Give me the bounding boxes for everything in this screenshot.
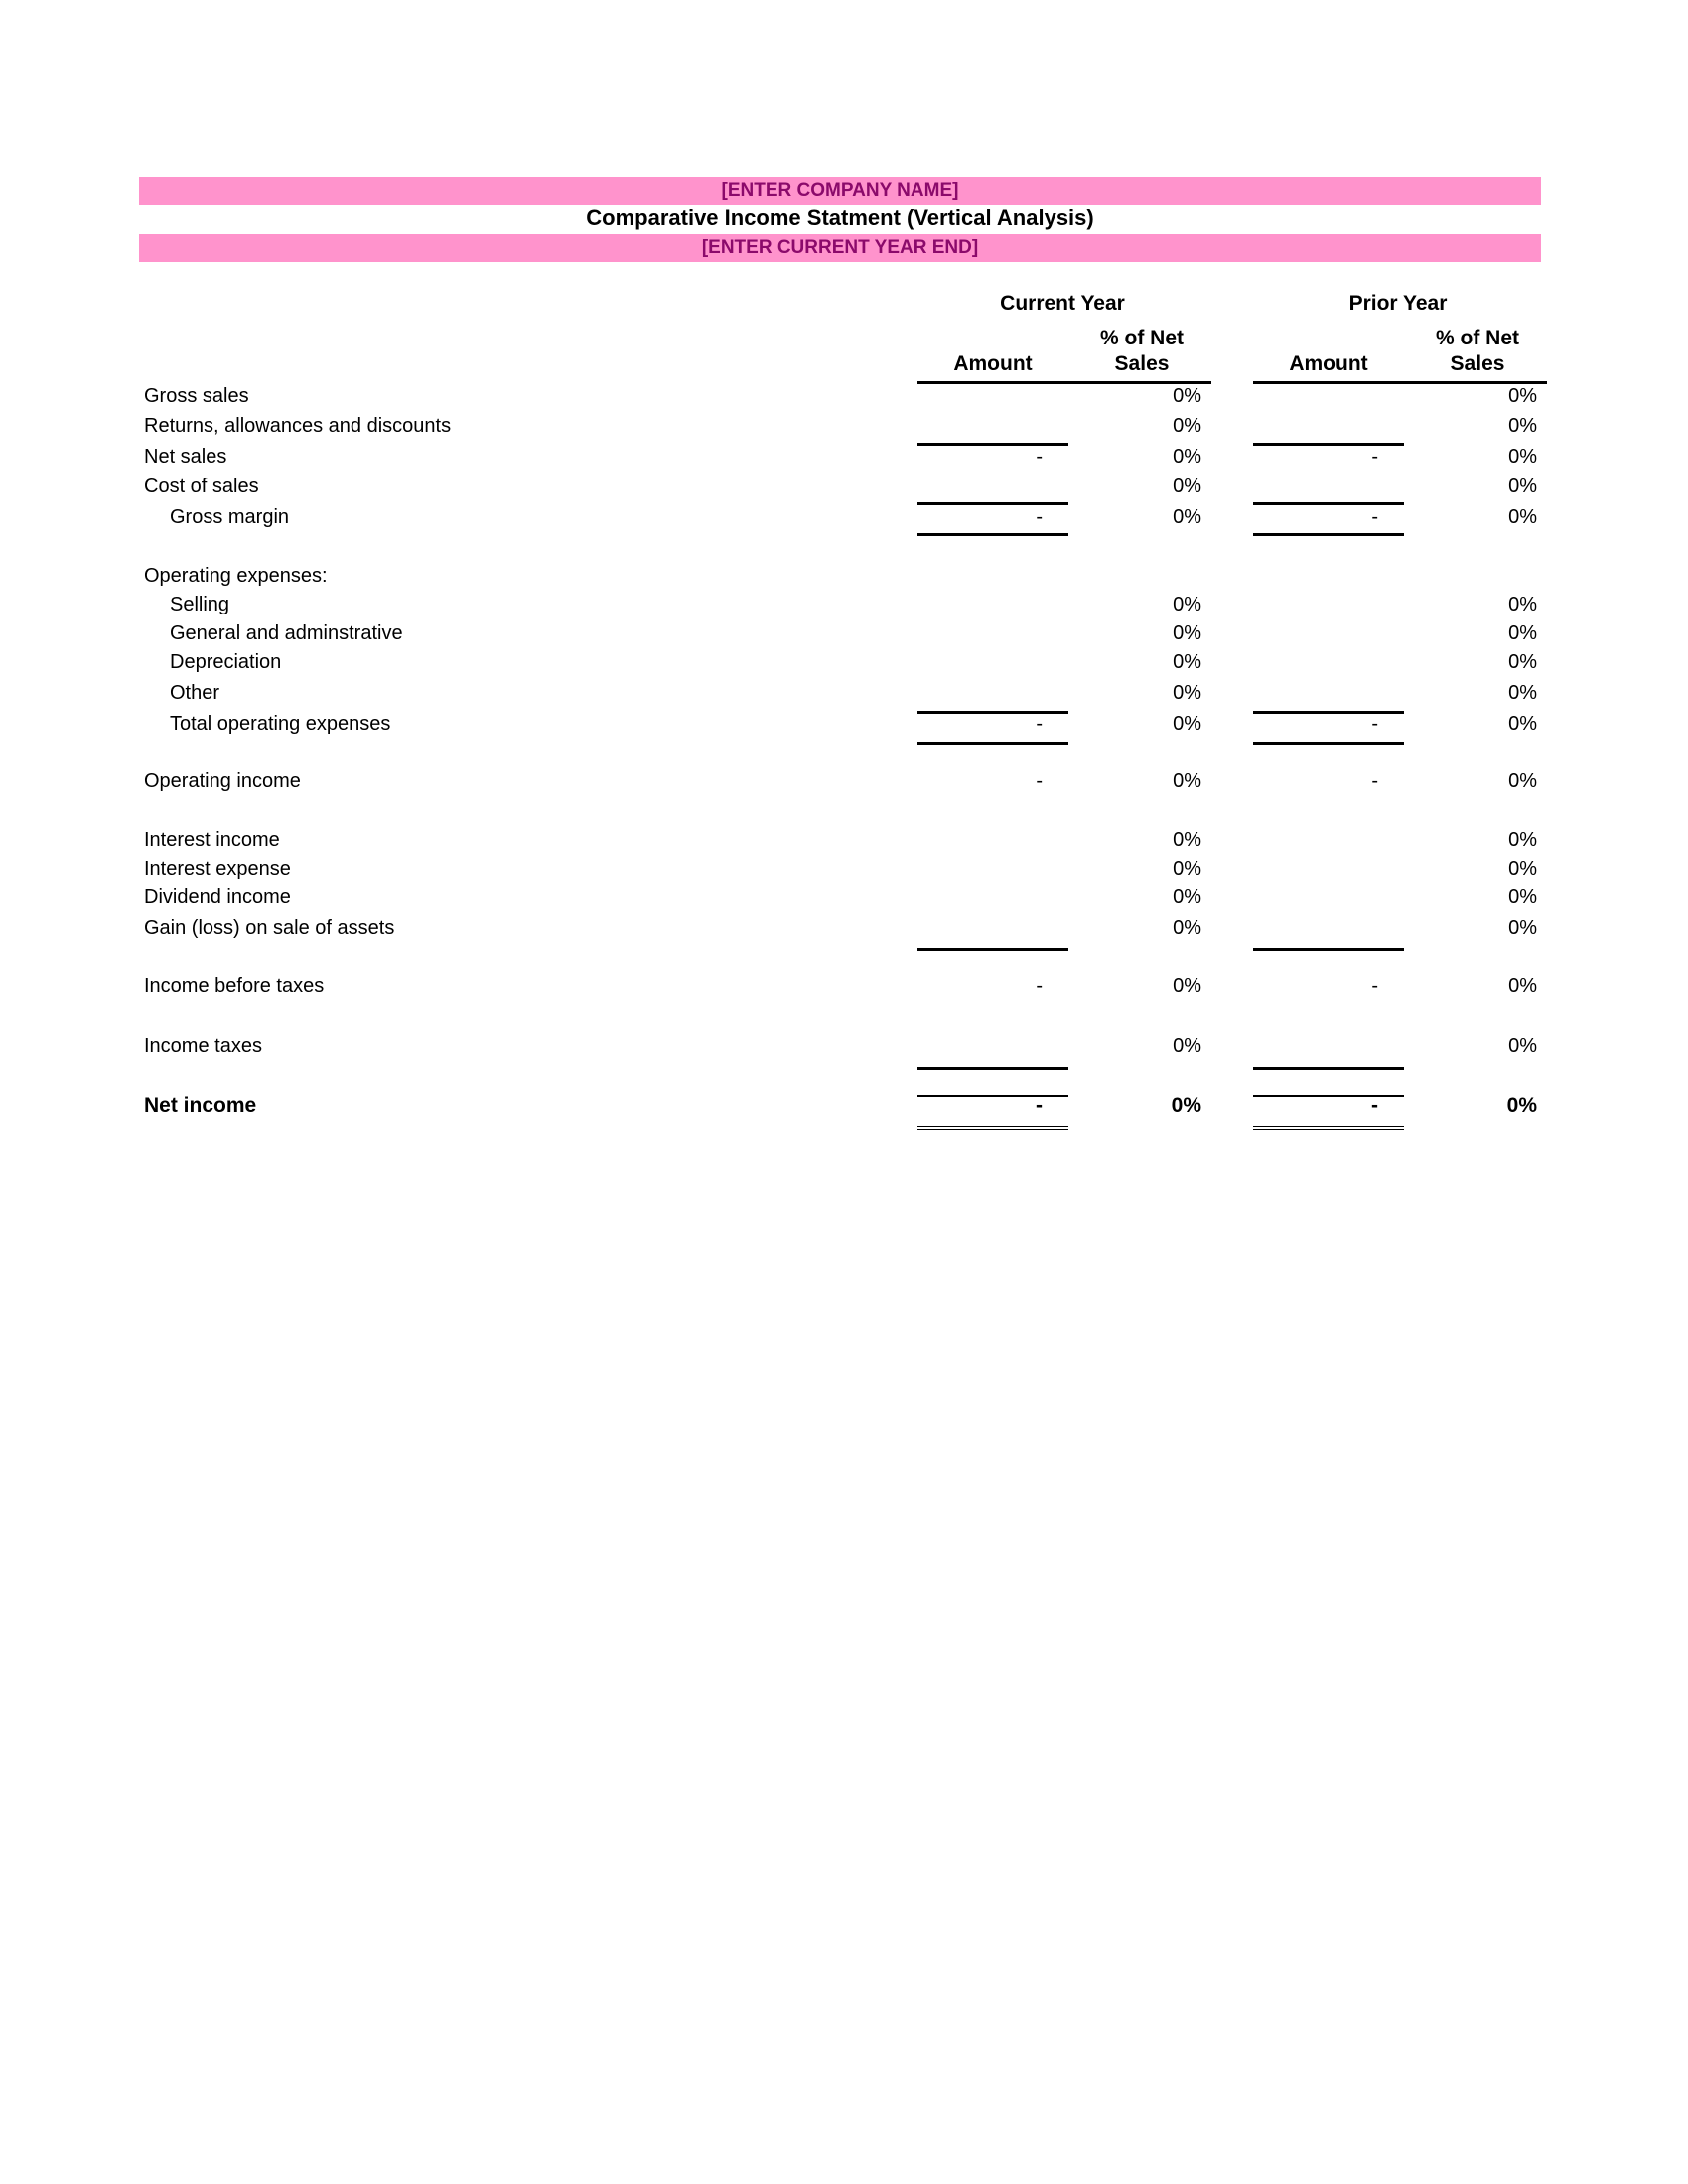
current-amount-cell: - bbox=[1036, 975, 1043, 997]
prior-pct-cell: 0% bbox=[1508, 446, 1537, 468]
row-label: Gross sales bbox=[144, 385, 249, 407]
amount-total-rule bbox=[917, 948, 1068, 951]
prior-amount-cell: - bbox=[1371, 1094, 1378, 1117]
row-label: Net income bbox=[144, 1094, 257, 1117]
current-pct-cell: 0% bbox=[1173, 506, 1201, 528]
current-pct-cell: 0% bbox=[1173, 713, 1201, 735]
current-pct-header-line2: Sales bbox=[1114, 352, 1170, 375]
current-pct-cell: 0% bbox=[1173, 594, 1201, 615]
prior-pct-cell: 0% bbox=[1508, 385, 1537, 407]
row-label: Gain (loss) on sale of assets bbox=[144, 917, 395, 939]
current-pct-cell: 0% bbox=[1173, 770, 1201, 792]
amount-total-rule bbox=[1253, 948, 1404, 951]
current-pct-cell: 0% bbox=[1173, 651, 1201, 673]
amount-total-rule bbox=[1253, 1067, 1404, 1070]
prior-amount-cell: - bbox=[1371, 446, 1378, 468]
prior-pct-cell: 0% bbox=[1508, 858, 1537, 880]
prior-pct-cell: 0% bbox=[1508, 594, 1537, 615]
amount-total-rule bbox=[917, 533, 1068, 536]
current-pct-cell: 0% bbox=[1173, 858, 1201, 880]
prior-pct-cell: 0% bbox=[1508, 829, 1537, 851]
row-label: Other bbox=[170, 682, 220, 704]
current-pct-cell: 0% bbox=[1173, 446, 1201, 468]
company-name-band: [ENTER COMPANY NAME] bbox=[139, 177, 1541, 205]
prior-amount-cell: - bbox=[1371, 975, 1378, 997]
prior-pct-cell: 0% bbox=[1506, 1094, 1537, 1117]
prior-pct-cell: 0% bbox=[1508, 415, 1537, 437]
amount-total-rule bbox=[917, 1067, 1068, 1070]
current-amount-cell: - bbox=[1036, 1094, 1043, 1117]
row-label: Income before taxes bbox=[144, 975, 325, 997]
row-label: Income taxes bbox=[144, 1035, 262, 1057]
prior-pct-cell: 0% bbox=[1508, 682, 1537, 704]
amount-total-rule bbox=[1253, 502, 1404, 505]
amount-total-rule bbox=[917, 1095, 1068, 1097]
row-label: Dividend income bbox=[144, 887, 291, 908]
prior-amount-cell: - bbox=[1371, 770, 1378, 792]
prior-pct-cell: 0% bbox=[1508, 713, 1537, 735]
amount-total-rule bbox=[1253, 742, 1404, 745]
row-label: Total operating expenses bbox=[170, 713, 391, 735]
prior-amount-cell: - bbox=[1371, 506, 1378, 528]
amount-total-rule bbox=[917, 1126, 1068, 1130]
current-pct-cell: 0% bbox=[1173, 917, 1201, 939]
current-amount-header: Amount bbox=[953, 352, 1033, 375]
row-label: General and adminstrative bbox=[170, 622, 403, 644]
prior-pct-cell: 0% bbox=[1508, 1035, 1537, 1057]
prior-amount-header: Amount bbox=[1289, 352, 1368, 375]
amount-total-rule bbox=[1253, 711, 1404, 714]
prior-year-header: Prior Year bbox=[1348, 292, 1448, 315]
current-pct-cell: 0% bbox=[1173, 682, 1201, 704]
current-pct-cell: 0% bbox=[1173, 1035, 1201, 1057]
prior-pct-cell: 0% bbox=[1508, 770, 1537, 792]
current-pct-cell: 0% bbox=[1173, 829, 1201, 851]
prior-pct-cell: 0% bbox=[1508, 975, 1537, 997]
row-label: Cost of sales bbox=[144, 476, 259, 497]
current-pct-header-line1: % of Net bbox=[1100, 327, 1184, 349]
amount-total-rule bbox=[917, 502, 1068, 505]
current-pct-cell: 0% bbox=[1173, 887, 1201, 908]
amount-total-rule bbox=[1253, 1126, 1404, 1130]
page-title: Comparative Income Statment (Vertical Analysis) bbox=[586, 205, 1094, 230]
prior-pct-cell: 0% bbox=[1508, 917, 1537, 939]
current-pct-cell: 0% bbox=[1173, 622, 1201, 644]
row-label: Operating expenses: bbox=[144, 565, 328, 587]
current-pct-cell: 0% bbox=[1171, 1094, 1201, 1117]
amount-total-rule bbox=[1253, 443, 1404, 446]
row-label: Selling bbox=[170, 594, 230, 615]
row-label: Interest income bbox=[144, 829, 280, 851]
prior-pct-cell: 0% bbox=[1508, 622, 1537, 644]
row-label: Gross margin bbox=[170, 506, 290, 528]
current-amount-cell: - bbox=[1036, 770, 1043, 792]
current-pct-cell: 0% bbox=[1173, 476, 1201, 497]
row-label: Returns, allowances and discounts bbox=[144, 415, 452, 437]
row-label: Depreciation bbox=[170, 651, 282, 673]
current-pct-cell: 0% bbox=[1173, 975, 1201, 997]
amount-total-rule bbox=[1253, 1095, 1404, 1097]
amount-total-rule bbox=[1253, 533, 1404, 536]
year-end-band: [ENTER CURRENT YEAR END] bbox=[139, 234, 1541, 262]
amount-total-rule bbox=[917, 443, 1068, 446]
prior-pct-header-line1: % of Net bbox=[1436, 327, 1519, 349]
prior-amount-cell: - bbox=[1371, 713, 1378, 735]
amount-total-rule bbox=[917, 711, 1068, 714]
current-amount-cell: - bbox=[1036, 506, 1043, 528]
prior-pct-cell: 0% bbox=[1508, 651, 1537, 673]
current-pct-cell: 0% bbox=[1173, 385, 1201, 407]
prior-pct-cell: 0% bbox=[1508, 506, 1537, 528]
current-pct-cell: 0% bbox=[1173, 415, 1201, 437]
current-amount-cell: - bbox=[1036, 446, 1043, 468]
amount-total-rule bbox=[917, 742, 1068, 745]
prior-pct-cell: 0% bbox=[1508, 887, 1537, 908]
current-year-header: Current Year bbox=[1000, 292, 1125, 315]
row-label: Net sales bbox=[144, 446, 227, 468]
prior-pct-cell: 0% bbox=[1508, 476, 1537, 497]
row-label: Operating income bbox=[144, 770, 301, 792]
current-amount-cell: - bbox=[1036, 713, 1043, 735]
prior-pct-header-line2: Sales bbox=[1450, 352, 1505, 375]
row-label: Interest expense bbox=[144, 858, 291, 880]
